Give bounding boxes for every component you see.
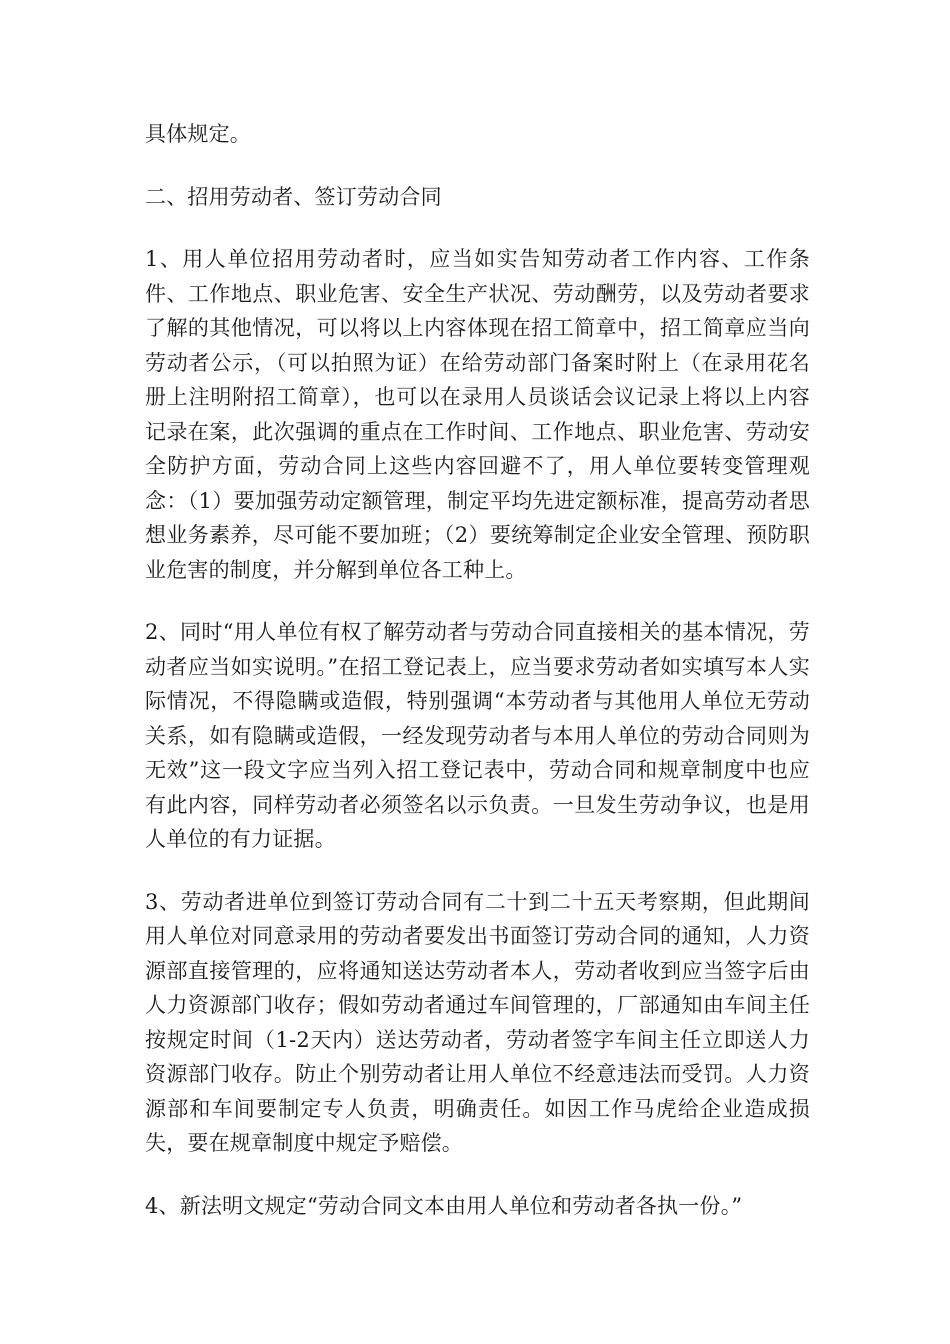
paragraph-item-4: 4、新法明文规定“劳动合同文本由用人单位和劳动者各执一份。” (145, 1193, 743, 1218)
paragraph-item-2: 2、同时“用人单位有权了解劳动者与劳动合同直接相关的基本情况，劳动者应当如实说明。”在招工登记表上，应当要求劳动者如实填写本人实际情况，不得隐瞒或造假，特别强调“本劳动者与其他用人单位无劳动关系，如有隐瞒或造假，一经发现劳动者与本用人单位的劳动合同则为无效”这一段文字应当列入招工登记表中，劳动合同和规章制度中也应有此内容，同样劳动者必须签名以示负责。一旦发生劳动争议，也是用人单位的有力证据。 (145, 620, 810, 851)
paragraph-item-3: 3、劳动者进单位到签订劳动合同有二十到二十五天考察期，但此期间用人单位对同意录用的劳动者要发出书面签订劳动合同的通知，人力资源部直接管理的，应将通知送达劳动者本人，劳动者收到应当签字后由人力资源部门收存；假如劳动者通过车间管理的，厂部通知由车间主任按规定时间（1-2天内）送达劳动者，劳动者签字车间主任立即送人力资源部门收存。防止个别劳动者让用人单位不经意违法而受罚。人力资源部和车间要制定专人负责，明确责任。如因工作马虎给企业造成损失，要在规章制度中规定予赔偿。 (145, 889, 810, 1155)
document-body (145, 117, 810, 1251)
paragraph-item-1: 1、用人单位招用劳动者时，应当如实告知劳动者工作内容、工作条件、工作地点、职业危害、安全生产状况、劳动酬劳，以及劳动者要求了解的其他情况，可以将以上内容体现在招工简章中，招工简章应当向劳动者公示，（可以拍照为证）在给劳动部门备案时附上（在录用花名册上注明附招工简章），也可以在录用人员谈话会议记录上将以上内容记录在案，此次强调的重点在工作时间、工作地点、职业危害、劳动安全防护方面，劳动合同上这些内容回避不了，用人单位要转变管理观念：（1）要加强劳动定额管理，制定平均先进定额标准，提高劳动者思想业务素养，尽可能不要加班；（2）要统筹制定企业安全管理、预防职业危害的制度，并分解到单位各工种上。 (145, 247, 810, 582)
section-heading: 二、招用劳动者、签订劳动合同 (145, 184, 442, 209)
paragraph-continuation: 具体规定。 (145, 122, 251, 146)
